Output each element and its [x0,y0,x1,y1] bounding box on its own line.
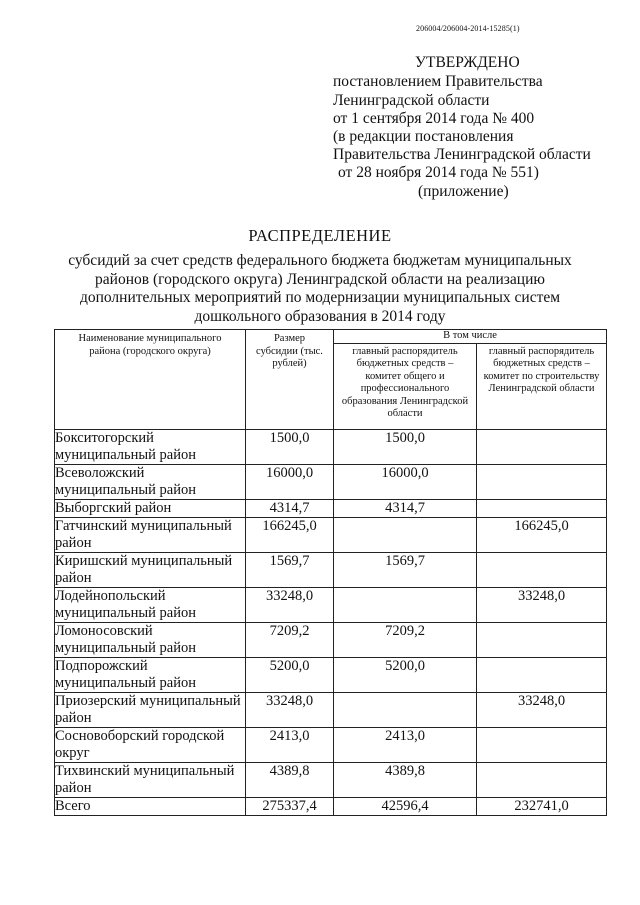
table-row [55,518,607,553]
total-constr: 232741,0 [477,798,607,816]
approval-heading: УТВЕРЖДЕНО [415,54,520,71]
row-name: Гатчинский муниципальный район [55,518,246,553]
row-constr: 33248,0 [477,588,607,623]
row-amount: 33248,0 [246,693,334,728]
table-row [55,658,607,693]
header-construction-committee: главный распорядитель бюджетных средств – комитет по строительству Ленинградской области [477,343,607,429]
row-amount: 2413,0 [246,728,334,763]
document-id: 206004/206004-2014-15285(1) [416,24,520,33]
row-name: Сосновоборский городской округ [55,728,246,763]
table-header-row [55,330,607,344]
header-amount: Размер субсидии (тыс. рублей) [246,330,334,430]
row-name: Выборгский район [55,500,246,518]
row-edu [334,588,477,623]
table-row [55,763,607,798]
row-amount: 1500,0 [246,430,334,465]
table-row [55,430,607,465]
row-constr [477,465,607,500]
row-constr: 33248,0 [477,693,607,728]
row-constr [477,728,607,763]
table-row [55,623,607,658]
title-subtitle-line: дошкольного образования в 2014 году [194,307,446,325]
row-amount: 5200,0 [246,658,334,693]
row-amount: 7209,2 [246,623,334,658]
row-amount: 33248,0 [246,588,334,623]
approval-line: постановлением Правительства [333,73,543,90]
row-name: Тихвинский муниципальный район [55,763,246,798]
row-name: Киришский муниципальный район [55,553,246,588]
approval-line: Ленинградской области [333,92,490,109]
total-amount: 275337,4 [246,798,334,816]
row-edu: 2413,0 [334,728,477,763]
table-row [55,465,607,500]
header-name: Наименование муниципального района (городского округа) [55,330,246,430]
title-subtitle-line: субсидий за счет средств федерального бюджета бюджетам муниципальных [68,252,572,269]
title-subtitle-line: районов (городского округа) Ленинградской области на реализацию [95,270,545,288]
row-name: Ломоносовский муниципальный район [55,623,246,658]
row-amount: 16000,0 [246,465,334,500]
row-edu: 7209,2 [334,623,477,658]
row-edu [334,518,477,553]
row-constr [477,658,607,693]
table-row [55,728,607,763]
row-constr: 166245,0 [477,518,607,553]
row-name: Бокситогорский муниципальный район [55,430,246,465]
row-name: Приозерский муниципальный район [55,693,246,728]
row-constr [477,623,607,658]
approval-line: от 28 ноября 2014 года № 551) [338,164,539,181]
row-edu [334,693,477,728]
approval-line: (в редакции постановления [333,128,514,145]
row-amount: 4314,7 [246,500,334,518]
row-name: Подпорожский муниципальный район [55,658,246,693]
row-name: Всеволожский муниципальный район [55,465,246,500]
row-amount: 166245,0 [246,518,334,553]
row-amount: 1569,7 [246,553,334,588]
row-amount: 4389,8 [246,763,334,798]
row-edu: 4389,8 [334,763,477,798]
table-row [55,588,607,623]
table-row [55,500,607,518]
table-total-row [55,798,607,816]
row-constr [477,500,607,518]
title-subtitle-line: дополнительных мероприятий по модернизации муниципальных систем [79,289,561,306]
approval-line: Правительства Ленинградской области [333,146,591,163]
approval-line: от 1 сентября 2014 года № 400 [333,110,535,127]
document-title [0,226,640,326]
row-edu: 16000,0 [334,465,477,500]
subsidy-table [54,329,607,816]
title-heading: РАСПРЕДЕЛЕНИЕ [248,226,392,245]
table-row [55,693,607,728]
total-edu: 42596,4 [334,798,477,816]
row-edu: 1569,7 [334,553,477,588]
row-edu: 5200,0 [334,658,477,693]
row-name: Лодейнопольский муниципальный район [55,588,246,623]
row-edu: 4314,7 [334,500,477,518]
total-label: Всего [55,798,246,816]
row-constr [477,553,607,588]
row-constr [477,763,607,798]
row-constr [477,430,607,465]
approval-line: (приложение) [418,183,509,200]
table-row [55,553,607,588]
header-edu-committee: главный распорядитель бюджетных средств – комитет общего и профессионального образования Ленинградской области [334,343,477,429]
row-edu: 1500,0 [334,430,477,465]
header-group: В том числе [334,330,607,344]
